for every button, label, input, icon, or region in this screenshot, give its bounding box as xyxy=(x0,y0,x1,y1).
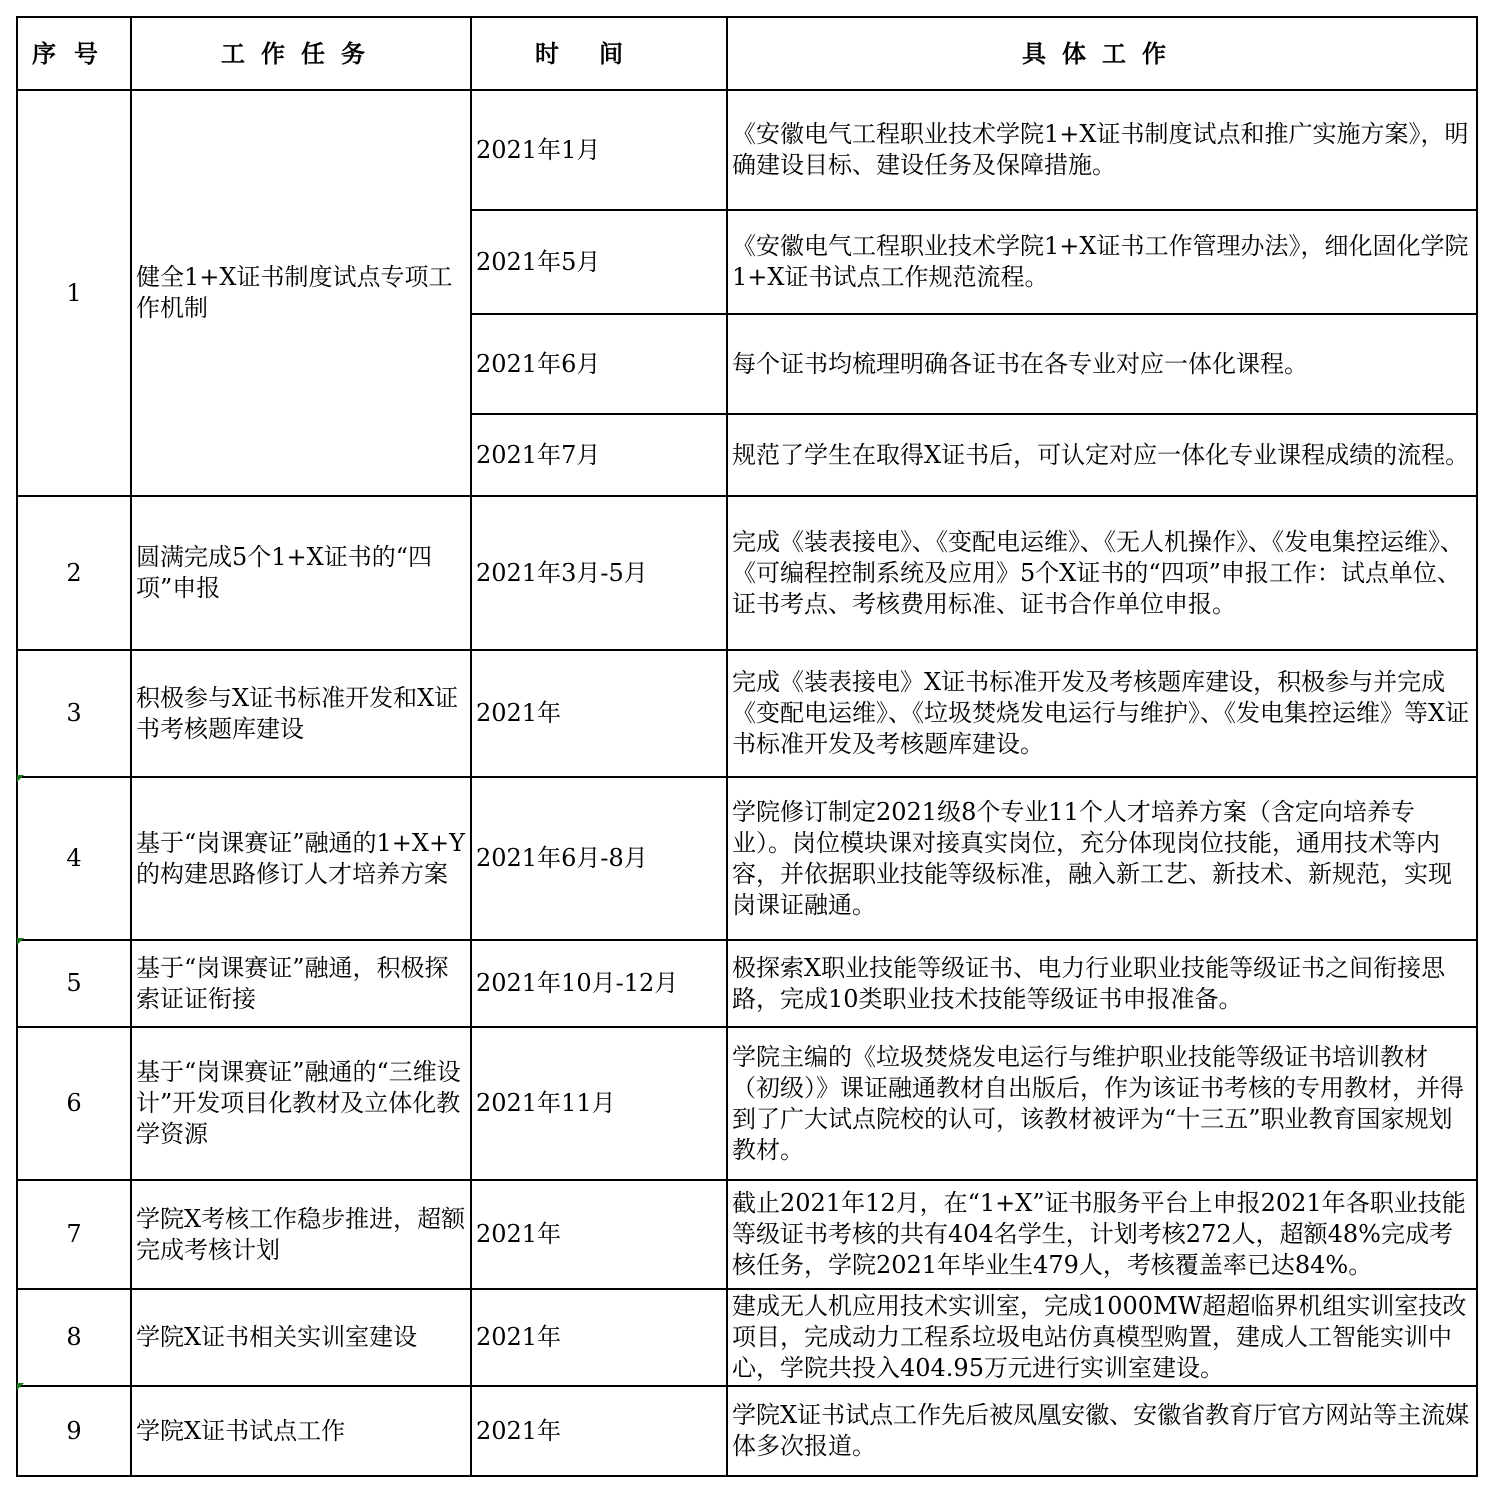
row-task: 学院X证书试点工作 xyxy=(131,1386,471,1476)
row-seq: 3 xyxy=(17,650,131,777)
row-seq: 8 xyxy=(17,1289,131,1386)
table-row xyxy=(17,1180,1477,1289)
header-detail: 具体工作 xyxy=(727,17,1477,90)
row-detail: 每个证书均梳理明确各证书在各专业对应一体化课程。 xyxy=(727,314,1477,414)
row-seq: 7 xyxy=(17,1180,131,1289)
table-row xyxy=(17,1386,1477,1476)
table-row xyxy=(17,940,1477,1027)
row-detail: 完成《装表接电》、《变配电运维》、《无人机操作》、《发电集控运维》、《可编程控制系统及应用》5个X证书的“四项”申报工作：试点单位、证书考点、考核费用标准、证书合作单位申报。 xyxy=(727,496,1477,650)
row-task: 基于“岗课赛证”融通的“三维设计”开发项目化教材及立体化教学资源 xyxy=(131,1027,471,1180)
row-task: 基于“岗课赛证”融通，积极探索证证衔接 xyxy=(131,940,471,1027)
row-detail: 建成无人机应用技术实训室，完成1000MW超超临界机组实训室技改项目，完成动力工程系垃圾电站仿真模型购置，建成人工智能实训中心，学院共投入404.95万元进行实训室建设。 xyxy=(727,1289,1477,1386)
table-row xyxy=(17,650,1477,777)
row-detail: 学院X证书试点工作先后被凤凰安徽、安徽省教育厅官方网站等主流媒体多次报道。 xyxy=(727,1386,1477,1476)
row-detail: 《安徽电气工程职业技术学院1+X证书制度试点和推广实施方案》，明确建设目标、建设任务及保障措施。 xyxy=(727,90,1477,210)
row-detail: 学院主编的《垃圾焚烧发电运行与维护职业技能等级证书培训教材（初级）》课证融通教材自出版后，作为该证书考核的专用教材，并得到了广大试点院校的认可，该教材被评为“十三五”职业教育国家规划教材。 xyxy=(727,1027,1477,1180)
row-time: 2021年 xyxy=(471,1386,727,1476)
row-seq: 6 xyxy=(17,1027,131,1180)
cell-comment-marker xyxy=(17,1383,24,1390)
row-time: 2021年7月 xyxy=(471,414,727,496)
row-seq: 9 xyxy=(17,1386,131,1476)
row-task: 学院X考核工作稳步推进，超额完成考核计划 xyxy=(131,1180,471,1289)
row-seq: 5 xyxy=(17,940,131,1027)
header-task: 工作任务 xyxy=(131,17,471,90)
cell-comment-marker xyxy=(17,775,24,782)
table-row xyxy=(17,1289,1477,1386)
table-row xyxy=(17,1027,1477,1180)
row-time: 2021年10月-12月 xyxy=(471,940,727,1027)
row-task: 圆满完成5个1+X证书的“四项”申报 xyxy=(131,496,471,650)
row-seq: 4 xyxy=(17,777,131,940)
table-row xyxy=(17,90,1477,210)
row-detail: 极探索X职业技能等级证书、电力行业职业技能等级证书之间衔接思路，完成10类职业技术技能等级证书申报准备。 xyxy=(727,940,1477,1027)
row-time: 2021年 xyxy=(471,1180,727,1289)
row-time: 2021年11月 xyxy=(471,1027,727,1180)
row-time: 2021年6月 xyxy=(471,314,727,414)
table-row xyxy=(17,777,1477,940)
row-detail: 规范了学生在取得X证书后，可认定对应一体化专业课程成绩的流程。 xyxy=(727,414,1477,496)
header-row xyxy=(17,17,1477,90)
row-task: 积极参与X证书标准开发和X证书考核题库建设 xyxy=(131,650,471,777)
header-seq: 序号 xyxy=(17,17,131,90)
row-time: 2021年 xyxy=(471,650,727,777)
table-row xyxy=(17,496,1477,650)
work-task-table xyxy=(16,16,1478,1477)
row-detail: 《安徽电气工程职业技术学院1+X证书工作管理办法》，细化固化学院1+X证书试点工作规范流程。 xyxy=(727,210,1477,314)
row-task: 基于“岗课赛证”融通的1+X+Y的构建思路修订人才培养方案 xyxy=(131,777,471,940)
row-time: 2021年 xyxy=(471,1289,727,1386)
header-time: 时间 xyxy=(471,17,727,90)
cell-comment-marker xyxy=(17,938,24,945)
row-task: 健全1+X证书制度试点专项工作机制 xyxy=(131,90,471,496)
row-time: 2021年6月-8月 xyxy=(471,777,727,940)
row-time: 2021年1月 xyxy=(471,90,727,210)
row-detail: 截止2021年12月，在“1+X”证书服务平台上申报2021年各职业技能等级证书考核的共有404名学生，计划考核272人，超额48%完成考核任务，学院2021年毕业生479人，考核覆盖率已达84%。 xyxy=(727,1180,1477,1289)
row-time: 2021年5月 xyxy=(471,210,727,314)
row-detail: 学院修订制定2021级8个专业11个人才培养方案（含定向培养专业）。岗位模块课对接真实岗位，充分体现岗位技能，通用技术等内容，并依据职业技能等级标准，融入新工艺、新技术、新规范，实现岗课证融通。 xyxy=(727,777,1477,940)
row-time: 2021年3月-5月 xyxy=(471,496,727,650)
row-task: 学院X证书相关实训室建设 xyxy=(131,1289,471,1386)
row-seq: 1 xyxy=(17,90,131,496)
row-seq: 2 xyxy=(17,496,131,650)
row-detail: 完成《装表接电》X证书标准开发及考核题库建设，积极参与并完成《变配电运维》、《垃圾焚烧发电运行与维护》、《发电集控运维》等X证书标准开发及考核题库建设。 xyxy=(727,650,1477,777)
